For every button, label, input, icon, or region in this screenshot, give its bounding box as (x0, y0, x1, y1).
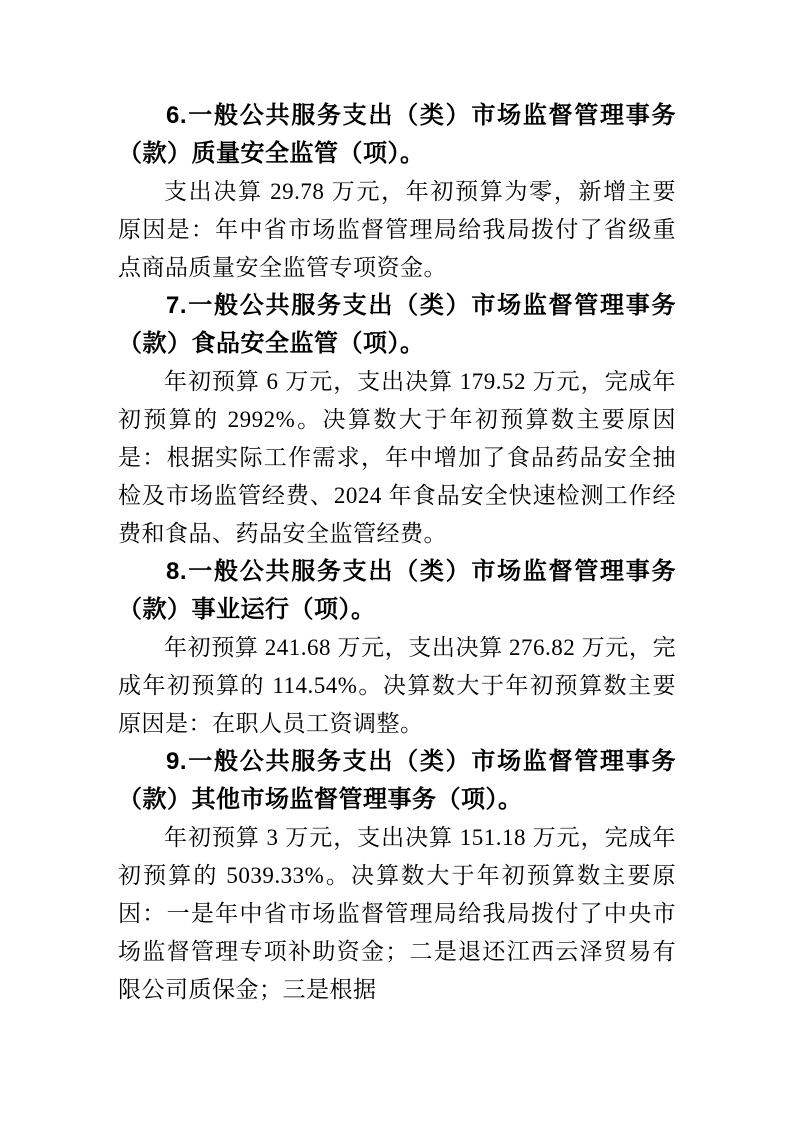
section-6-heading: 6.一般公共服务支出（类）市场监督管理事务（款）质量安全监管（项）。 (118, 102, 676, 167)
section-8 (118, 553, 676, 743)
section-6 (118, 97, 676, 287)
section-7 (118, 287, 676, 553)
section-9-paragraph: 年初预算 3 万元，支出决算 151.18 万元，完成年初预算的 5039.33%。决算数大于年初预算数主要原因：一是年中省市场监督管理局给我局拨付了中央市场监督管理专项补助资金；二是退还江西云泽贸易有限公司质保金；三是根据 (118, 825, 676, 1002)
section-8-heading: 8.一般公共服务支出（类）市场监督管理事务（款）事业运行（项）。 (118, 558, 676, 623)
section-8-paragraph: 年初预算 241.68 万元，支出决算 276.82 万元，完成年初预算的 114.54%。决算数大于年初预算数主要原因是：在职人员工资调整。 (118, 635, 676, 736)
section-7-paragraph: 年初预算 6 万元，支出决算 179.52 万元，完成年初预算的 2992%。决算数大于年初预算数主要原因是：根据实际工作需求，年中增加了食品药品安全抽检及市场监管经费、2024 年食品安全快速检测工作经费和食品、药品安全监管经费。 (118, 369, 676, 546)
section-6-paragraph: 支出决算 29.78 万元，年初预算为零，新增主要原因是：年中省市场监督管理局给我局拨付了省级重点商品质量安全监管专项资金。 (118, 179, 676, 280)
section-7-heading: 7.一般公共服务支出（类）市场监督管理事务（款）食品安全监管（项）。 (118, 292, 676, 357)
section-9 (118, 743, 676, 1009)
section-9-heading: 9.一般公共服务支出（类）市场监督管理事务（款）其他市场监督管理事务（项）。 (118, 748, 676, 813)
